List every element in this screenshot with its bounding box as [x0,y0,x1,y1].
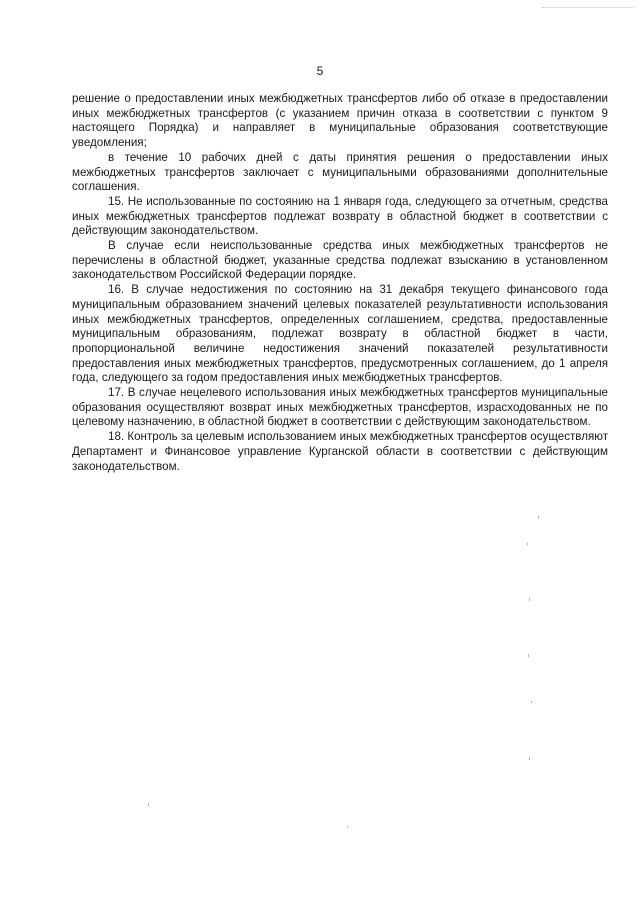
paragraph-continuation: решение о предоставлении иных межбюджетных трансфертов либо об отказе в предоставлении иных межбюджетных трансфертов (с указанием причин отказа в соответствии с пунктом 9 настоящего Порядка) и направляет в муниципальные образования соответствующие уведомления; [72,92,608,150]
paragraph-15-recovery: В случае если неиспользованные средства иных межбюджетных трансфертов не перечислены в областной бюджет, указанные средства подлежат взысканию в установленном законодательством Российской Федерации порядке. [72,239,608,282]
paragraph-15: 15. Не использованные по состоянию на 1 января года, следующего за отчетным, средства иных межбюджетных трансфертов подлежат возврату в областной бюджет в соответствии с действующим законодательством. [72,194,608,238]
scan-speck [528,654,529,657]
scan-speck [148,803,149,806]
scan-speck [529,598,530,601]
page-number: 5 [316,64,324,78]
scan-speck [529,757,530,760]
scan-speck [527,543,528,545]
document-body [72,92,608,474]
paragraph-17: 17. В случае нецелевого использования иных межбюджетных трансфертов муниципальные образования осуществляют возврат иных межбюджетных трансфертов, израсходованных не по целевому назначению, в областной бюджет в соответствии с действующим законодательством. [72,386,608,429]
scan-speck [347,826,348,828]
paragraph-18: 18. Контроль за целевым использованием иных межбюджетных трансфертов осуществляют Департамент и Финансовое управление Курганской области в соответствии с действующим законодательством. [72,430,608,473]
scan-edge-mark [542,7,634,9]
scan-speck [531,701,532,703]
scan-speck [538,516,539,519]
paragraph-additional-agreements: в течение 10 рабочих дней с даты принятия решения о предоставлении иных межбюджетных трансфертов заключает с муниципальными образованиями дополнительные соглашения. [72,150,608,194]
paragraph-16: 16. В случае недостижения по состоянию на 31 декабря текущего финансового года муниципальным образованием значений целевых показателей результативности использования иных межбюджетных трансфертов, определенных соглашением, средства, предоставленные муниципальным образованиям, подлежат возврату в областной бюджет в части, пропорциональной величине недостижения значений показателей результативности предоставления иных межбюджетных трансфертов, предусмотренных соглашением, до 1 апреля года, следующего за годом предоставления иных межбюджетных трансфертов. [72,283,608,385]
